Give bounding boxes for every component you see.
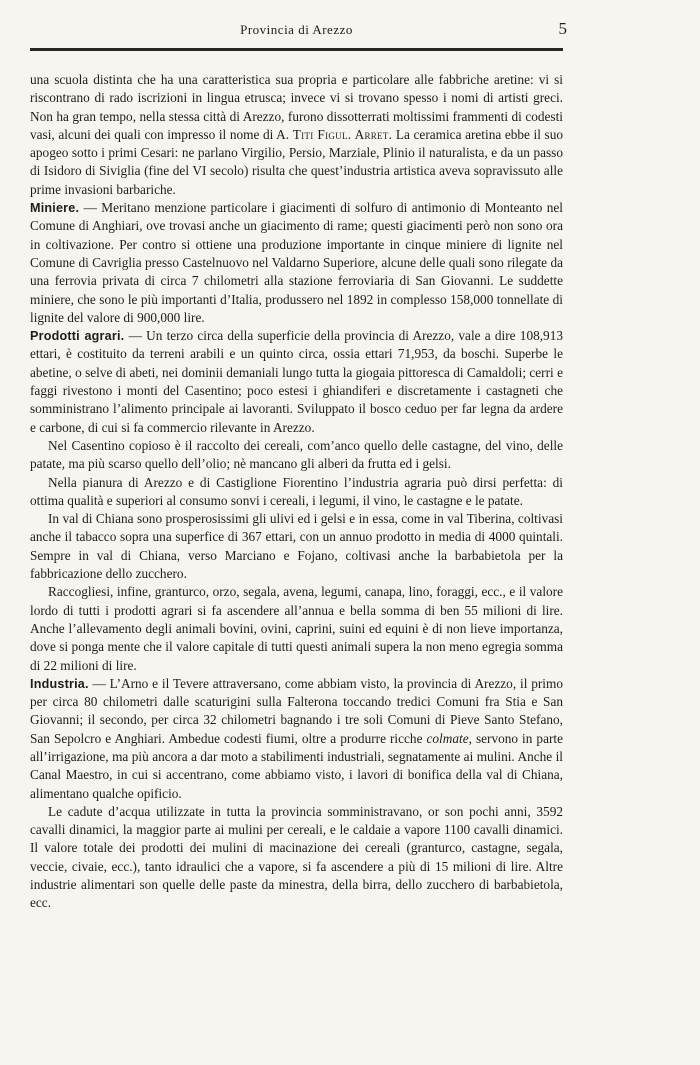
paragraph-text: Nel Casentino copioso è il raccolto dei cereali, com’anco quello delle castagne, del vino, delle patate, ma più scarso quello dell’olio; nè mancano gli alberi da frutta ed i gelsi. bbox=[30, 437, 563, 472]
paragraph-raccogliesi bbox=[30, 583, 563, 674]
paragraph-text: In val di Chiana sono prosperosissimi gli ulivi ed i gelsi e in essa, come in val Tiberina, coltivasi anche il tabacco sopra una superfice di 367 ettari, con un annuo prodotto in media di 4000 quintali. Sempre in val di Chiana, verso Marciano e Fojano, coltivasi anche la barbabietola per la fabbricazione dello zucchero. bbox=[30, 511, 563, 582]
section-heading: Miniere. bbox=[30, 201, 80, 216]
page-number: 5 bbox=[558, 19, 567, 38]
header-rule bbox=[30, 48, 563, 51]
paragraph-text: — L’Arno e il Tevere attraversano, come abbiam visto, la provincia di Arezzo, il primo per circa 80 chilometri dalle scaturigini sulla Falterona toccando tredici Comuni fra Stia e San Giovanni; il secondo, per circa 32 chilometri bagnando i tre soli Comuni di Pieve Santo Stefano, San Sepolcro e Anghiari. Ambedue codesti fiumi, oltre a produrre ricche bbox=[30, 675, 563, 746]
paragraph-text: Raccogliesi, infine, granturco, orzo, segala, avena, legumi, canapa, lino, foraggi, ecc., e il valore lordo di tutti i prodotti agrari si fa ascendere all’annua e bella somma di ben 55 milioni di lire. Anche l’allevamento degli animali bovini, ovini, caprini, suini ed equini è di non lieve importanza, dove si ponga mente che il valore capitale di tutti questi animali supera la non meno egregia somma di 22 milioni di lire. bbox=[30, 584, 563, 673]
section-miniere bbox=[30, 199, 563, 327]
paragraph-text: Le cadute d’acqua utilizzate in tutta la provincia somministravano, or son pochi anni, 3592 cavalli dinamici, la maggior parte ai mulini per cereali, e le caldaie a vapore 1100 cavalli dinamici. Il valore totale dei prodotti dei mulini di macinazione dei cereali (granturco, castagne, segala, veccie, civaie, ecc.), tanto idraulici che a vapore, si fa ascendere a più di 15 milioni di lire. Altre industrie alimentari son quelle delle paste da minestra, della birra, dello zucchero di barbabietola, ecc. bbox=[30, 803, 563, 911]
running-head bbox=[30, 19, 567, 44]
paragraph-casentino bbox=[30, 437, 563, 474]
paragraph-pianura-arezzo bbox=[30, 474, 563, 511]
paragraph-text: La ceramica aretina ebbe il suo apogeo sotto i primi Cesari: ne parlano Virgilio, Persio, Marziale, Plinio il naturalista, e da un passo di Isidoro di Siviglia (fine del VI secolo) risulta che quest’industria artistica aveva sopravissuto alle prime invasioni barbariche. bbox=[30, 126, 563, 197]
paragraph-val-di-chiana bbox=[30, 510, 563, 583]
paragraph-text: Nella pianura di Arezzo e di Castiglione Fiorentino l’industria agraria può dirsi perfetta: di ottima qualità e superiori al consumo sonvi i cereali, i legumi, il vino, le castagne e le patate. bbox=[30, 474, 563, 508]
paragraph-text: — Un terzo circa della superficie della provincia di Arezzo, vale a dire 108,913 ettari, è costituito da terreni arabili e un quinto circa, ossia ettari 71,953, da boschi. Superbe le abetine, o selve di abeti, nei dominii demaniali lungo tutta la giogaia pittoresca di Camaldoli; cerri e faggi rivestono i monti del Casentino; poco estesi i ghiandiferi e discretamente i castagneti che somministrano l’alimento principale ai lavoranti. Sviluppato il bosco ceduo per far legna da ardere e carbone, di cui si fa commercio rilevante in Arezzo. bbox=[30, 328, 564, 435]
body-text bbox=[30, 71, 563, 913]
section-prodotti-agrari bbox=[30, 327, 563, 437]
section-heading: Prodotti agrari. bbox=[30, 329, 125, 344]
section-industria bbox=[30, 675, 563, 803]
paragraph-text: — Meritano menzione particolare i giacimenti di solfuro di antimonio di Monteanto nel Comune di Anghiari, ove trovasi anche un giacimento di rame; questi giacimenti però non sono ora in coltivazione. Per contro si ottiene una produzione importante in cinque miniere di lignite nel Comune di Cavriglia presso Castelnuovo nel Valdarno Superiore, alcune delle quali sono rilegate da una ferrovia privata di circa 7 chilometri alla stazione ferroviaria di San Giovanni. Le suddette miniere, che sono le più importanti d’Italia, produssero nel 1892 in complesso 158,000 tonnellate di lignite del valore di 900,000 lire. bbox=[30, 200, 563, 325]
running-title: Provincia di Arezzo bbox=[240, 22, 353, 37]
inscription-text: Titi Figul. Arret. bbox=[292, 126, 393, 142]
paragraph-text: una scuola distinta che ha una caratteristica sua propria e particolare alle fabbriche aretine: vi si riscontrano di rado iscrizioni in lingua etrusca; invece vi si trovano spesso i nomi di artisti greci. Non ha gran tempo, nella stessa città di Arezzo, furono dissotterrati moltissimi frammenti di codesti vasi, alcuni dei quali con impresso il nome di A. bbox=[30, 72, 563, 142]
italic-term: colmate bbox=[426, 730, 469, 746]
paragraph-text: , servono in parte all’irrigazione, ma più ancora a dar moto a stabilimenti industriali, segnatamente ai mulini. Anche il Canal Maestro, in cui si accentrano, come abbiamo visto, i lavori di bonifica della val di Chiana, alimentano qualche opificio. bbox=[30, 730, 563, 801]
paragraph-ceramics bbox=[30, 71, 563, 199]
paragraph-cadute-acqua bbox=[30, 803, 563, 913]
section-heading: Industria. bbox=[30, 676, 89, 691]
